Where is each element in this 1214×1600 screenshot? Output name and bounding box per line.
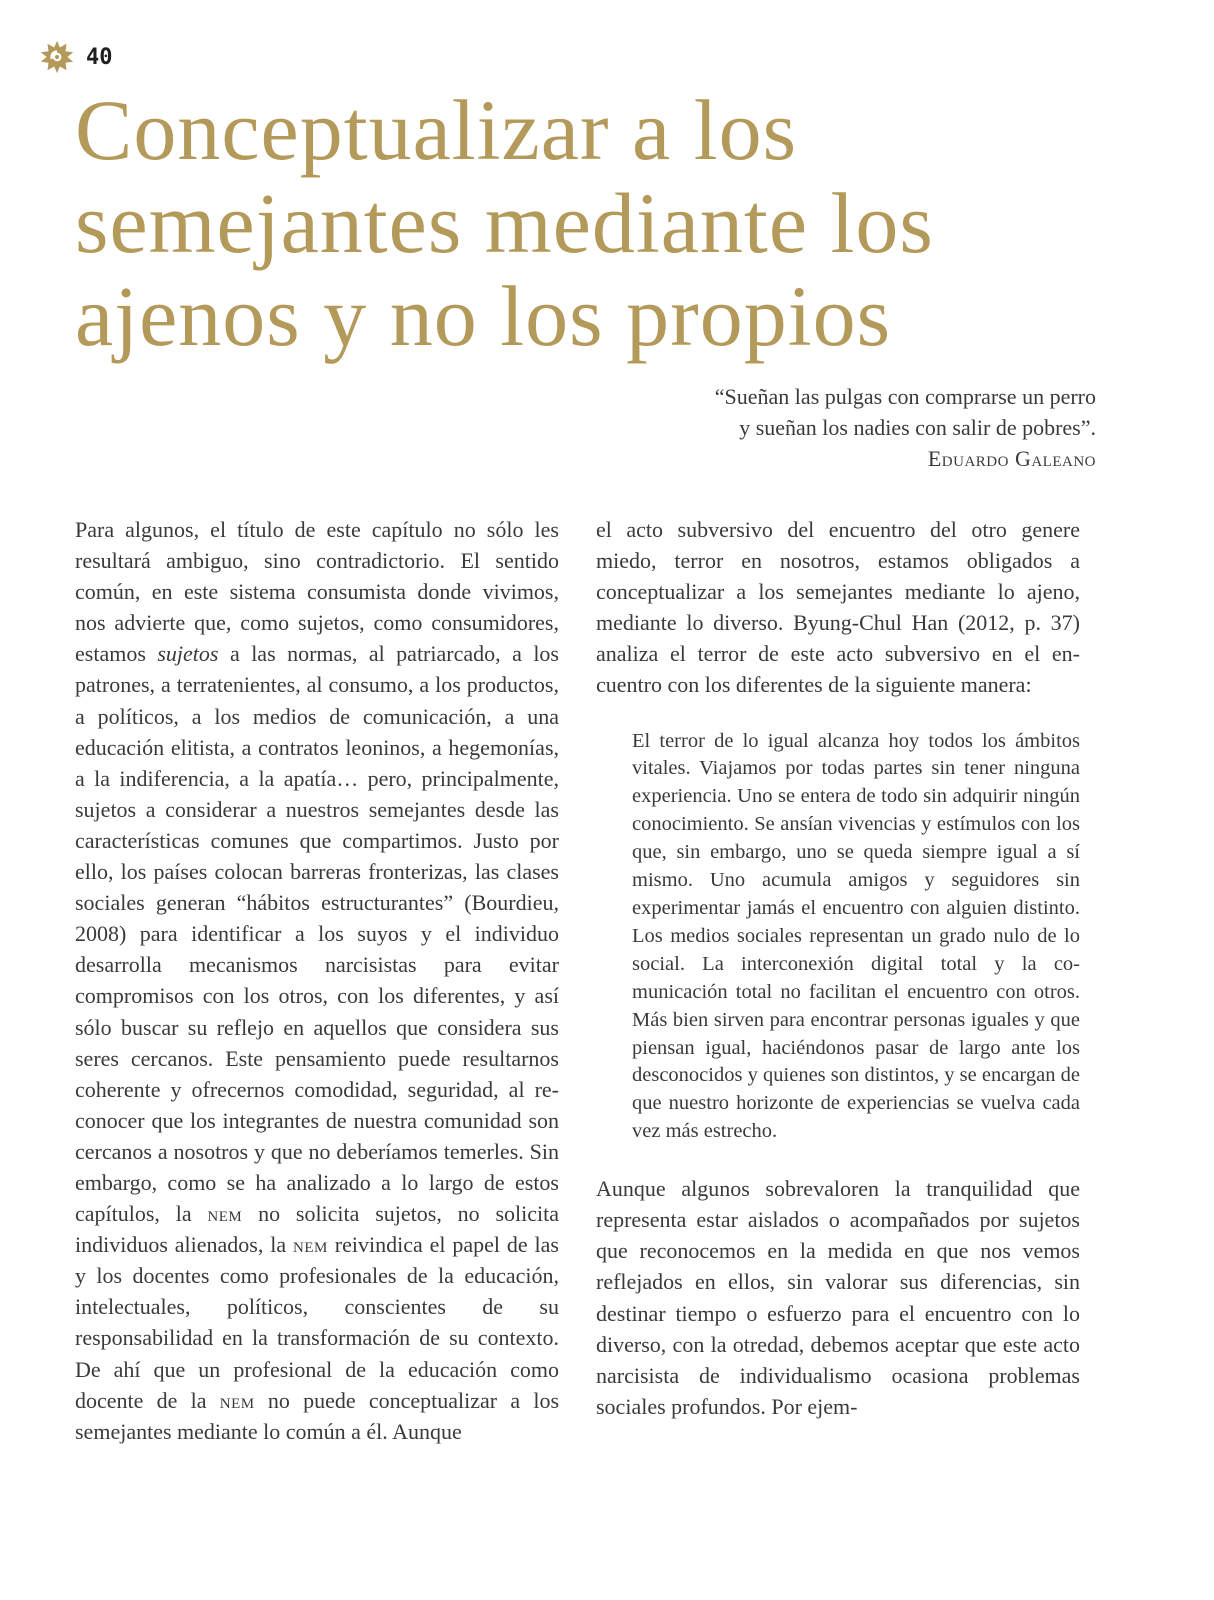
text-segment: Para algunos, el título de este capítulo no sólo les resultará ambiguo, sino contradictorio. El sentido común, en este sistema consumista donde vivimos, nos advierte que, como sujetos, como consumidores, estamos <box>75 517 559 667</box>
chapter-title: Conceptualizar a los semejantes mediante los ajenos y no los propios <box>75 82 934 364</box>
acronym-nem: nem <box>207 1201 243 1227</box>
epigraph-author: Eduardo Galeano <box>927 446 1096 471</box>
text-segment: reivindica el papel de las y los docentes como profesionales de la educación, intelectuales, políticos, conscientes de su responsabilidad en la transformación de su contexto. De ahí que un profesional de la educación como docente de la <box>75 1232 559 1413</box>
epigraph-line-1: “Sueñan las pulgas con comprarse un perro <box>714 384 1096 409</box>
italic-word: sujetos <box>157 641 219 667</box>
gear-flower-icon <box>38 38 76 76</box>
right-column <box>596 514 1080 1422</box>
text-segment: a las normas, al patriarcado, a los patrones, a terratenientes, al consumo, a los productos, a políticos, a los medios de comunicación, a una educación elitista, a contratos leoninos, a hegemonías, a la indiferencia, a la apatía… pero, principalmente, sujetos a considerar a nuestros semejantes desde las características comunes que compartimos. Justo por ello, los países colocan barreras fronterizas, las clases sociales generan “hábitos estructurantes” (Bourdieu, 2008) para identificar a los suyos y el individuo desarrolla mecanismos narcisistas para evitar compromisos con los otros, con los diferentes, y así sólo buscar su reflejo en aquellos que considera sus seres cercanos. Este pensamiento puede resultarnos coherente y ofrecernos comodidad, seguridad, al reconocer que los integrantes de nuestra comunidad son cercanos a nosotros y que no deberíamos temerles. Sin embargo, como se ha analizado a lo largo de estos capítulos, la <box>75 641 559 1227</box>
right-paragraph-1: el acto subversivo del encuentro del otro genere miedo, terror en nosotros, estamos obligados a conceptualizar a los semejantes mediante lo ajeno, mediante lo diverso. Byung-Chul Han (2012, p. 37) analiza el terror de este acto subversivo en el encuentro con los diferentes de la siguiente manera: <box>596 517 1080 698</box>
block-quote: El terror de lo igual alcanza hoy todos los ámbitos vitales. Viajamos por todas partes sin tener ninguna experiencia. Uno se entera de todo sin adquirir ningún conocimiento. Se ansían vivencias y estímulos con los que, sin embargo, uno se queda siempre igual a sí mismo. Uno acumula amigos y seguidores sin experimentar jamás el encuentro con alguien distinto. Los medios sociales representan un grado nulo de lo social. La interconexión digital total y la comunicación total no facilitan el encuentro con otros. Más bien sirven para encontrar personas iguales y que piensan igual, haciéndonos pasar de largo ante los desconocidos y quienes son distintos, y se encargan de que nuestro horizonte de experiencias se vuelva cada vez más estrecho. <box>632 729 1080 1143</box>
epigraph <box>536 381 1096 474</box>
text-segment: no solicita sujetos, no solicita individuos alienados, la <box>75 1201 559 1258</box>
text-segment: no puede conceptualizar a los semejantes mediante lo común a él. Aunque <box>75 1387 559 1444</box>
epigraph-line-2: y sueñan los nadies con salir de pobres”. <box>739 415 1096 440</box>
acronym-nem: nem <box>293 1232 328 1258</box>
left-column <box>75 514 559 1447</box>
acronym-nem: nem <box>219 1387 255 1413</box>
page-header <box>38 38 113 76</box>
left-paragraph <box>75 514 559 1447</box>
page-number: 40 <box>86 44 113 70</box>
right-paragraph-2: Aunque algunos sobrevaloren la tranquilidad que representa estar aislados o acompañados por sujetos que reconocemos en la medida en que nos vemos reflejados en ellos, sin valorar sus diferencias, sin destinar tiempo o esfuerzo para el encuentro con lo diverso, con la otredad, debemos aceptar que este acto narcisista de individualismo ocasiona problemas sociales profundos. Por ejem- <box>596 1176 1080 1419</box>
